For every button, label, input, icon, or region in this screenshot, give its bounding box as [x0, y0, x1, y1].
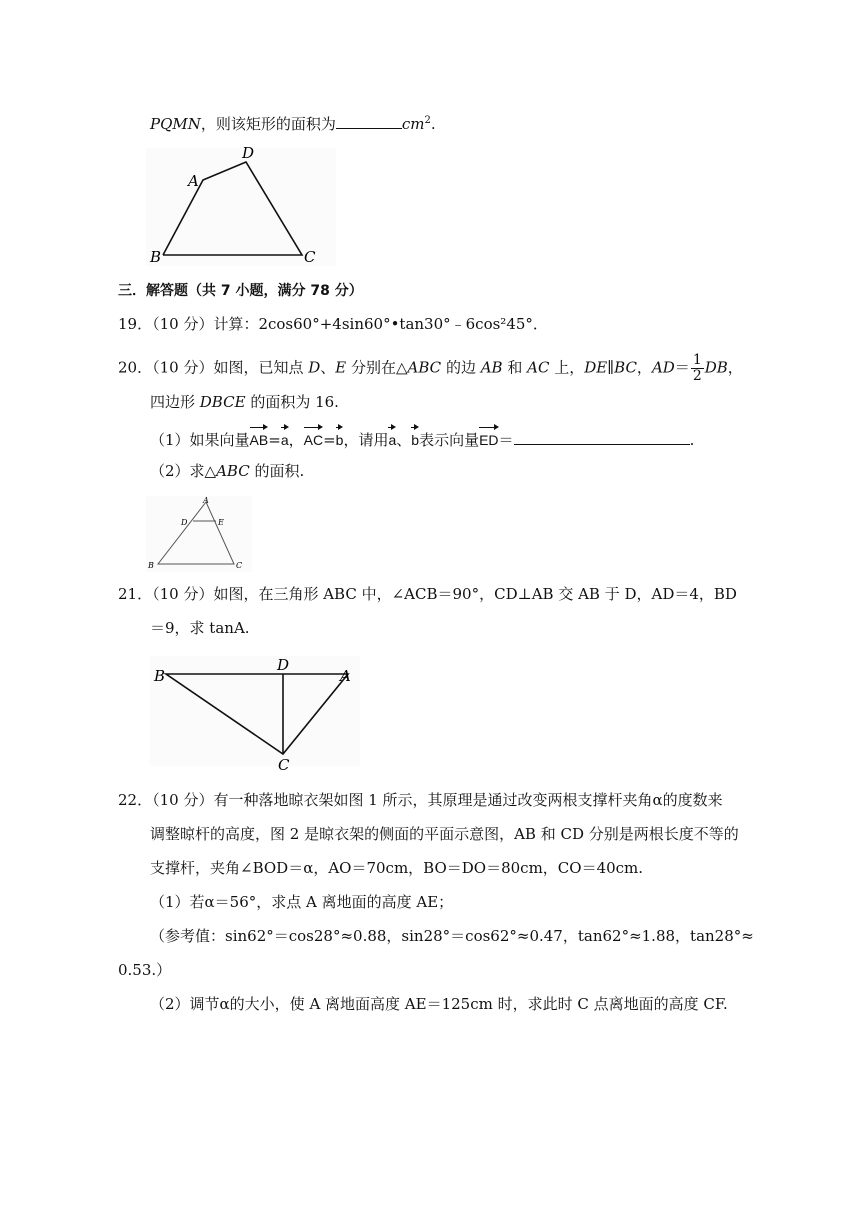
q22-text: 0.53.）	[118, 961, 172, 979]
q22-text: （参考值：sin62°＝cos28°≈0.88，sin28°＝cos62°≈0.47，tan62°≈1.88，tan28°≈	[150, 927, 754, 945]
vector-b: b	[411, 425, 419, 451]
question-20	[118, 353, 743, 384]
label-A: A	[203, 496, 209, 505]
q22-part-1	[150, 891, 453, 913]
equals: =	[268, 431, 281, 449]
q20-text: 和	[502, 358, 528, 377]
unit: cm	[401, 115, 425, 133]
q22-line-3	[150, 857, 643, 879]
q20-text: 的边	[441, 358, 481, 377]
question-19	[118, 313, 548, 335]
figure-quadrilateral	[140, 140, 340, 270]
q22-text: （2）调节α的大小，使 A 离地面高度 AE＝125cm 时，求此时 C 点离地面的高度 CF.	[150, 995, 728, 1013]
label-A: A	[340, 667, 351, 685]
label-B: B	[150, 248, 162, 266]
q22-text: 调整晾杆的高度，图 2 是晾衣架的侧面的平面示意图，AB 和 CD 分别是两根长度不等的	[150, 825, 739, 843]
answer-blank-20	[514, 430, 690, 445]
question-21	[118, 583, 737, 605]
figure-right-triangle	[148, 654, 363, 774]
q20-text: ，	[727, 358, 743, 377]
q20-part-1	[150, 425, 694, 451]
q18-text: ，则该矩形的面积为	[200, 115, 336, 133]
label-D: D	[277, 656, 290, 674]
q22-text: 有一种落地晾衣架如图 1 所示，其原理是通过改变两根支撑杆夹角α的度数来	[213, 791, 723, 809]
q22-number: 22．	[118, 791, 153, 809]
q22-line-2	[150, 823, 739, 845]
label-B: B	[154, 667, 166, 685]
q21-line-2	[150, 617, 250, 639]
var-DE: DE	[584, 358, 608, 377]
vector-AC: AC	[304, 425, 323, 451]
q22-score: （10 分）	[152, 791, 214, 809]
q22-reference-1	[150, 925, 754, 947]
fraction-numerator: 1	[692, 352, 702, 368]
q20-text: 上，	[549, 358, 585, 377]
var-BC: BC	[614, 358, 637, 377]
rect-name: PQMN	[150, 115, 201, 133]
q22-text: 支撑杆，夹角∠BOD＝α，AO＝70cm，BO＝DO＝80cm，CO＝40cm.	[150, 859, 644, 877]
label-E: E	[218, 518, 224, 527]
answer-blank-18	[336, 114, 402, 129]
label-D: D	[242, 144, 255, 162]
q20-text: 如图，已知点	[213, 358, 309, 377]
equals: ＝	[674, 358, 690, 377]
label-C: C	[278, 756, 290, 774]
q20-text: 、	[396, 431, 412, 449]
question-22	[118, 789, 723, 811]
var-DB: DB	[704, 358, 728, 377]
sep: 、	[320, 358, 336, 377]
equals: ＝	[498, 431, 514, 449]
q21-score: （10 分）	[152, 585, 214, 603]
q20-text: （1）如果向量	[150, 431, 250, 449]
q18-end: .	[430, 115, 436, 133]
equals: =	[323, 431, 336, 449]
var-AC: AC	[527, 358, 550, 377]
q20-text: 分别在△	[346, 358, 408, 377]
q20-text: ，请用	[343, 431, 389, 449]
var-AB: AB	[480, 358, 503, 377]
q20-text: 表示向量	[419, 431, 480, 449]
section-title: 三．解答题（共 7 小题，满分 78 分）	[118, 283, 363, 299]
vector-b: b	[336, 425, 344, 451]
unit-exp: 2	[424, 115, 431, 126]
vector-ED: ED	[479, 425, 498, 451]
label-B: B	[148, 561, 154, 570]
var-ABC: ABC	[216, 462, 250, 480]
var-D: D	[308, 358, 321, 377]
q20-text: 的面积为 16.	[245, 393, 339, 411]
q20-end: .	[689, 431, 695, 449]
figure-bg	[150, 656, 360, 766]
fraction	[691, 353, 704, 384]
q19-text: 计算：2cos60°+4sin60°•tan30°﹣6cos²45°．	[213, 315, 548, 333]
q20-line-2	[150, 391, 339, 413]
q20-number: 20．	[118, 358, 153, 377]
q20-text: 的面积.	[249, 462, 305, 480]
vector-AB: AB	[250, 425, 269, 451]
q20-part-2	[150, 460, 304, 482]
q19-number: 19．	[118, 315, 153, 333]
var-E: E	[335, 358, 347, 377]
q22-part-2	[150, 993, 728, 1015]
parallel-symbol: ∥	[607, 358, 615, 377]
q22-text: （1）若α＝56°，求点 A 离地面的高度 AE；	[150, 893, 454, 911]
fraction-denominator: 2	[692, 368, 702, 384]
label-C: C	[236, 561, 243, 570]
comma: ，	[288, 431, 304, 449]
var-AD: AD	[651, 358, 675, 377]
var-ABC: ABC	[407, 358, 442, 377]
q20-text: ，	[636, 358, 652, 377]
q20-text: （2）求△	[150, 462, 217, 480]
label-C: C	[304, 248, 316, 266]
q21-text: 如图，在三角形 ABC 中，∠ACB＝90°，CD⊥AB 交 AB 于 D，AD＝4，BD	[213, 585, 737, 603]
q21-text: ＝9，求 tanA.	[150, 619, 250, 637]
vector-a: a	[281, 425, 289, 451]
q20-score: （10 分）	[152, 358, 214, 377]
figure-triangle-de	[144, 494, 254, 574]
q20-text: 四边形	[150, 393, 200, 411]
q19-score: （10 分）	[152, 315, 214, 333]
vector-a: a	[388, 425, 396, 451]
q22-reference-2	[118, 959, 171, 981]
var-DBCE: DBCE	[199, 393, 246, 411]
q18-tail	[150, 110, 436, 135]
label-D: D	[181, 518, 188, 527]
label-A: A	[188, 172, 199, 190]
q21-number: 21．	[118, 585, 153, 603]
